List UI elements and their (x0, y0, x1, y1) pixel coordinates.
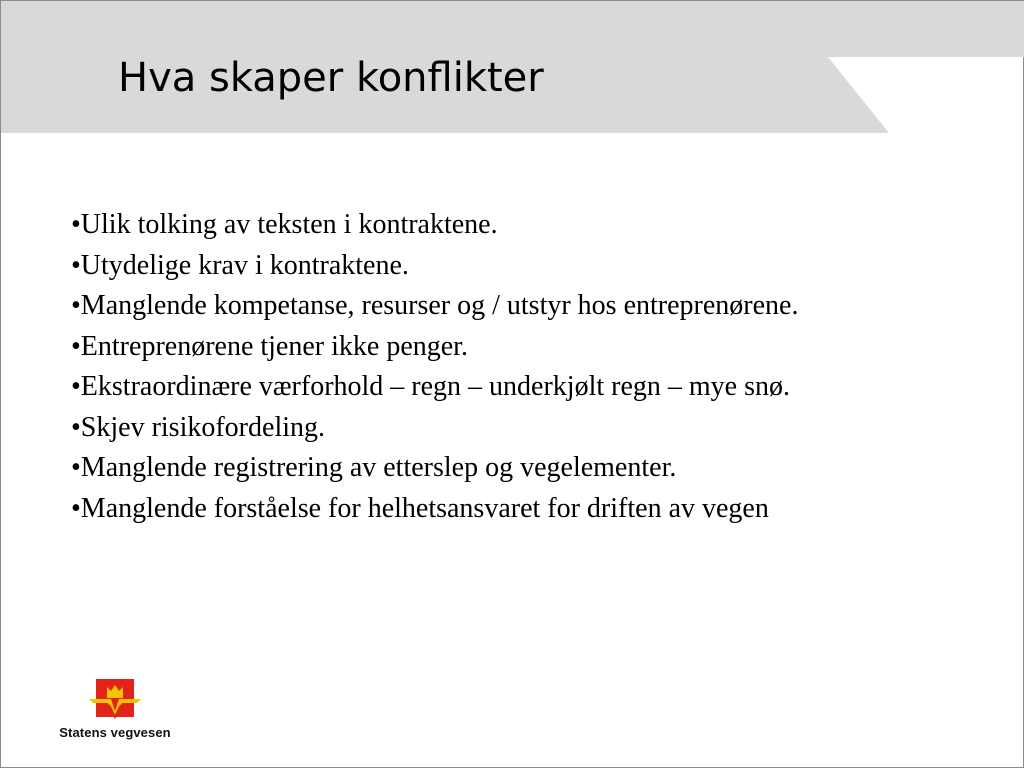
bullet-item: •Manglende forståelse for helhetsansvaret for driften av vegen (71, 492, 769, 524)
bullet-item: •Ulik tolking av teksten i kontraktene. (71, 209, 498, 240)
bullet-item: •Skjev risikofordeling. (71, 411, 325, 443)
logo-text: Statens vegvesen (59, 725, 171, 740)
bullet-item: •Ekstraordinære værforhold – regn – underkjølt regn – mye snø. (71, 371, 790, 402)
slide-title: Hva skaper konflikter (118, 55, 544, 101)
bullet-item: •Manglende registrering av etterslep og vegelementer. (71, 452, 677, 483)
statens-vegvesen-logo (53, 677, 177, 743)
bullet-item: •Entreprenørene tjener ikke penger. (71, 330, 468, 362)
bullet-item: •Utydelige krav i kontraktene. (71, 249, 409, 281)
statens-vegvesen-emblem-icon (87, 677, 143, 721)
bullet-item: •Manglende kompetanse, resurser og / utstyr hos entreprenørene. (71, 290, 799, 321)
bullet-list (71, 205, 798, 529)
